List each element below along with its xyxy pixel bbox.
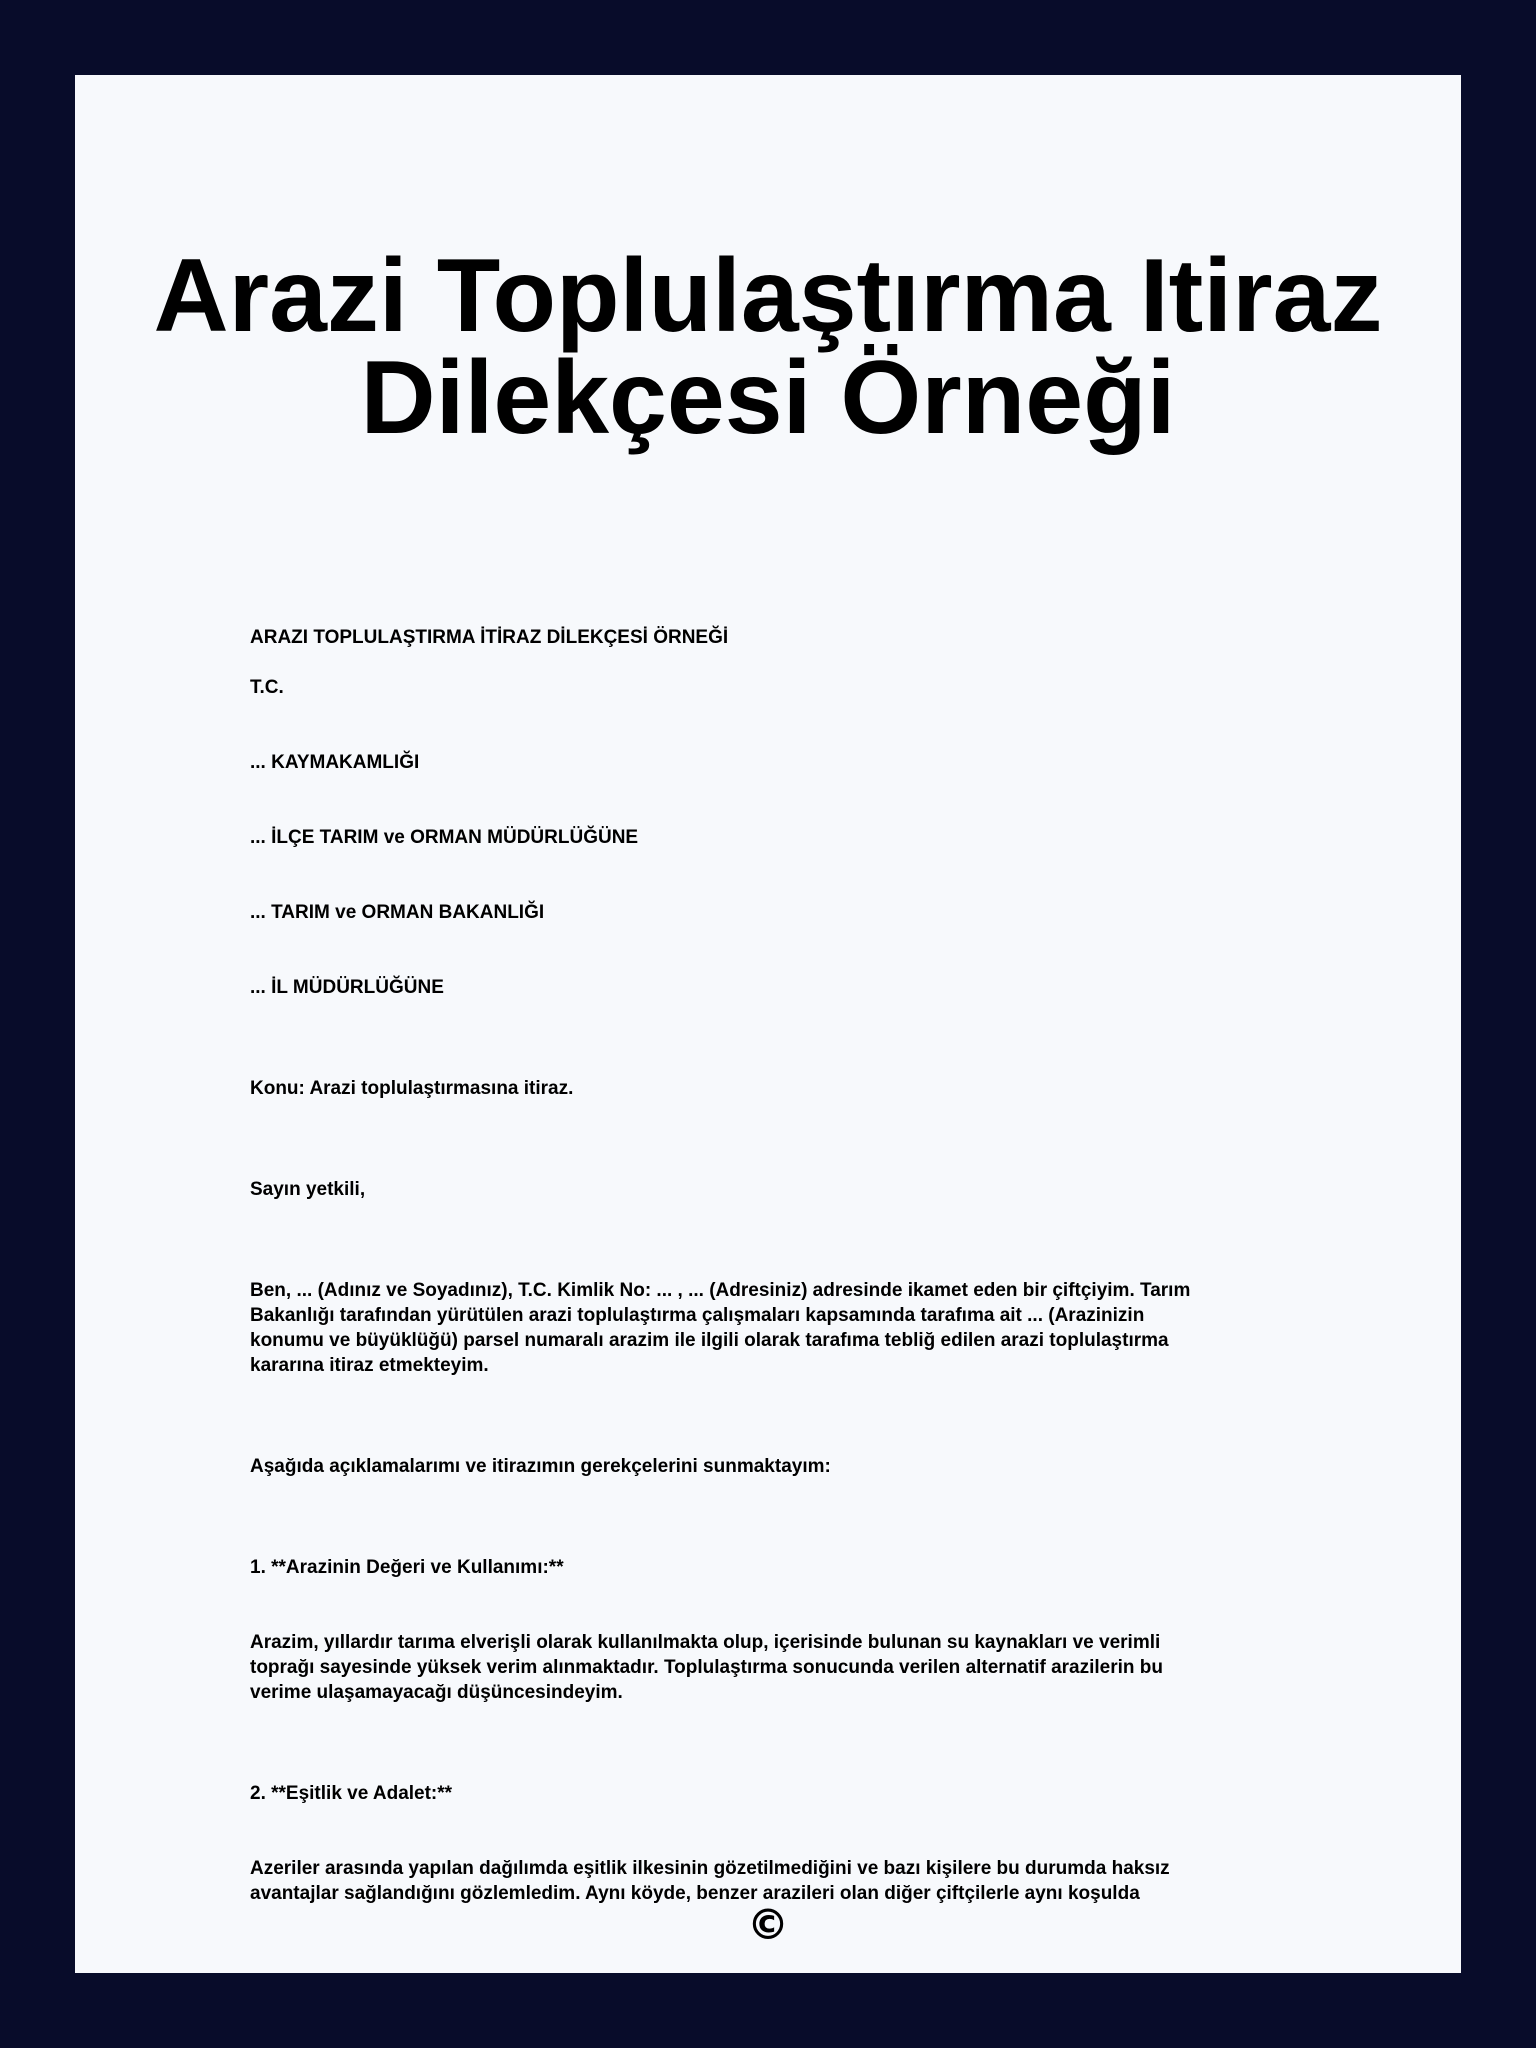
page-title: Arazi Toplulaştırma Itiraz Dilekçesi Örneği — [153, 238, 1383, 456]
paragraph-kaymakamlik: ... KAYMAKAMLIĞI — [250, 752, 420, 773]
paragraph-heading-value: 1. **Arazinin Değeri ve Kullanımı:** — [250, 1557, 564, 1578]
paragraph-ilce-mudurlugu: ... İLÇE TARIM ve ORMAN MÜDÜRLÜĞÜNE — [250, 827, 639, 848]
paragraph-bakanlik: ... TARIM ve ORMAN BAKANLIĞI — [250, 902, 545, 923]
document-page — [75, 75, 1461, 1973]
paragraph-il-mudurlugu: ... İL MÜDÜRLÜĞÜNE — [250, 977, 444, 998]
paragraph-introduction: Ben, ... (Adınız ve Soyadınız), T.C. Kimlik No: ... , ... (Adresiniz) adresinde ikamet eden bir çiftçiyim. Tarım Bakanlığı tarafından yürütülen arazi toplulaştırma çalışmaları kapsamında tarafıma ait ... (Arazinizin konumu ve büyüklüğü) parsel numaralı arazim ile ilgili olarak tarafıma tebliğ edilen arazi toplulaştırma kararına itiraz etmekteyim. — [250, 1280, 1191, 1376]
document-body — [250, 545, 1350, 1906]
paragraph-equality-text: Azeriler arasında yapılan dağılımda eşitlik ilkesinin gözetilmediğini ve bazı kişilere bu durumda haksız avantajlar sağlandığını gözlemledim. Aynı köyde, benzer arazileri olan diğer çiftçilerle aynı koşulda — [250, 1858, 1170, 1904]
paragraph-reasons-intro: Aşağıda açıklamalarımı ve itirazımın gerekçelerini sunmaktayım: — [250, 1456, 831, 1477]
paragraph-heading-equality: 2. **Eşitlik ve Adalet:** — [250, 1783, 453, 1804]
paragraph-salutation: Sayın yetkili, — [250, 1179, 366, 1200]
copyright-icon: © — [747, 1900, 789, 1949]
paragraph-subject: Konu: Arazi toplulaştırmasına itiraz. — [250, 1078, 574, 1099]
paragraph-tc: T.C. — [250, 677, 284, 698]
document-heading: ARAZI TOPLULAŞTIRMA İTİRAZ DİLEKÇESİ ÖRNEĞİ — [250, 627, 729, 648]
paragraph-value-text: Arazim, yıllardır tarıma elverişli olarak kullanılmakta olup, içerisinde bulunan su kaynakları ve verimli toprağı sayesinde yüksek verim alınmaktadır. Toplulaştırma sonucunda verilen alternatif arazilerin bu verime ulaşamayacağı düşüncesindeyim. — [250, 1632, 1164, 1703]
